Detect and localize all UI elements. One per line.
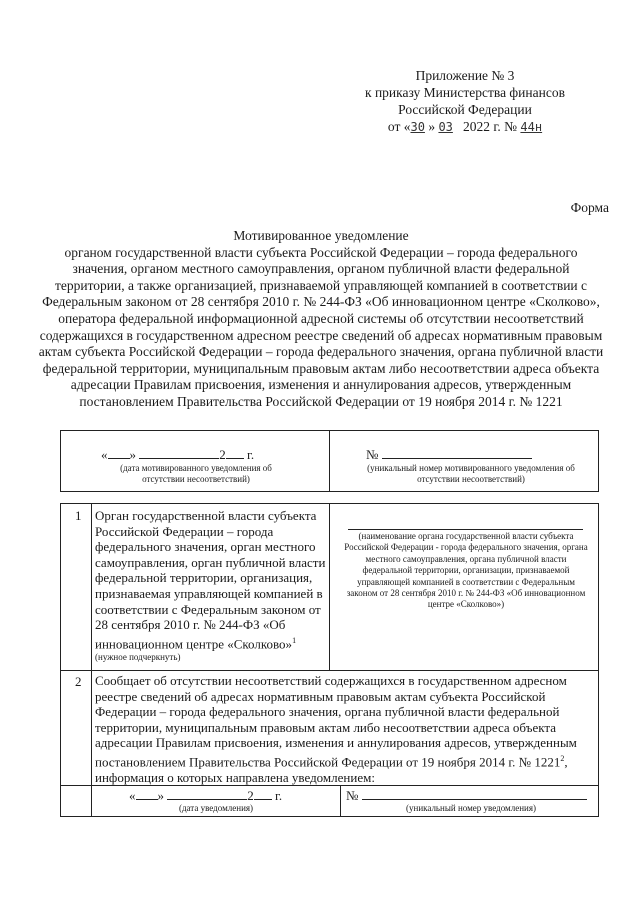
notice-number-caption: (уникальный номер мотивированного уведомления об отсутствии несоответствий) bbox=[367, 463, 575, 484]
appendix-title: Приложение № 3 bbox=[415, 68, 515, 83]
notice-table bbox=[60, 503, 599, 817]
appendix-number: 44н bbox=[520, 120, 543, 134]
row1-number: 1 bbox=[75, 508, 82, 523]
appendix-month: 03 bbox=[438, 120, 453, 134]
row2-number: 2 bbox=[75, 674, 82, 689]
appendix-ministry: Российской Федерации bbox=[398, 102, 532, 117]
row1-caption: (наименование органа государственной власти субъекта Российской Федерации - города федерального значения, органа местного самоуправления, органа публичной власти федеральной территории, организации, признаваемой управляющей компанией в соответствии с Федеральным законом от 28 сентября 2010 г. № 244-ФЗ «Об инновационном центре «Сколково») bbox=[344, 531, 588, 610]
notice-date-caption: (дата мотивированного уведомления об отсутствии несоответствий) bbox=[120, 463, 272, 484]
notice-number: № bbox=[366, 447, 566, 463]
title-heading: Мотивированное уведомление bbox=[233, 228, 409, 243]
title-body: органом государственной власти субъекта Российской Федерации – города федерального значения, органом местного самоуправления, органом публичной власти федеральной территории, а также организацией, признаваемой управляющей компанией в соответствии с Федеральным законом от 28 сентября 2010 г. № 244-ФЗ «Об инновационном центре «Сколково», оператора федеральной информационной адресной системы об отсутствии несоответствий содержащихся в государственном адресном реестре сведений об адресах нормативным правовым актам субъекта Российской Федерации – города федерального значения, органа публичной власти федеральной территории, муниципальным правовым актам либо несоответствии адреса объекта адресации Правилам присвоения, изменения и аннулирования адресов, утвержденным постановлением Правительства Российской Федерации от 19 ноября 2014 г. № 1221 bbox=[38, 244, 604, 409]
appendix-order: к приказу Министерства финансов bbox=[365, 85, 565, 100]
row1-label: Орган государственной власти субъекта Российской Федерации – города федерального значения, орган местного самоуправления, орган публичной власти федеральной территории, организация, признаваемая управляющей компанией в соответствии с Федеральным законом от 28 сентября 2010 г. № 244-ФЗ «Об инновационном центре «Сколково»$^1$ (нужное подчеркнуть) bbox=[95, 508, 326, 662]
notice-header-box bbox=[60, 430, 599, 492]
notice-date: « » 2 г. bbox=[101, 447, 255, 462]
row2-text: Сообщает об отсутствии несоответствий содержащихся в государственном адресном реестре сведений об адресах нормативным правовым актам субъекта Российской Федерации – города федерального значения, органа публичной власти федеральной территории, муниципальным правовым актам либо несоответствии адреса объекта адресации Правилам присвоения, изменения и аннулирования адресов, утвержденным постановлением Правительства Российской Федерации от 19 ноября 2014 г. № 1221$^2$, информация о которых направлена уведомлением: bbox=[95, 673, 577, 785]
sub-notice-number: № bbox=[346, 788, 596, 804]
form-label: Форма bbox=[570, 200, 609, 215]
row1-note: (нужное подчеркнуть) bbox=[95, 651, 181, 662]
appendix-block bbox=[360, 67, 570, 136]
sub-notice-number-caption: (уникальный номер уведомления) bbox=[406, 803, 536, 813]
sub-notice-date: « » 2 г. bbox=[129, 788, 283, 803]
sub-notice-date-caption: (дата уведомления) bbox=[178, 803, 254, 813]
appendix-day: 30 bbox=[410, 120, 425, 134]
appendix-date: от «30 » 03 2022 г. № 44н bbox=[387, 119, 543, 134]
document-title bbox=[38, 228, 604, 411]
